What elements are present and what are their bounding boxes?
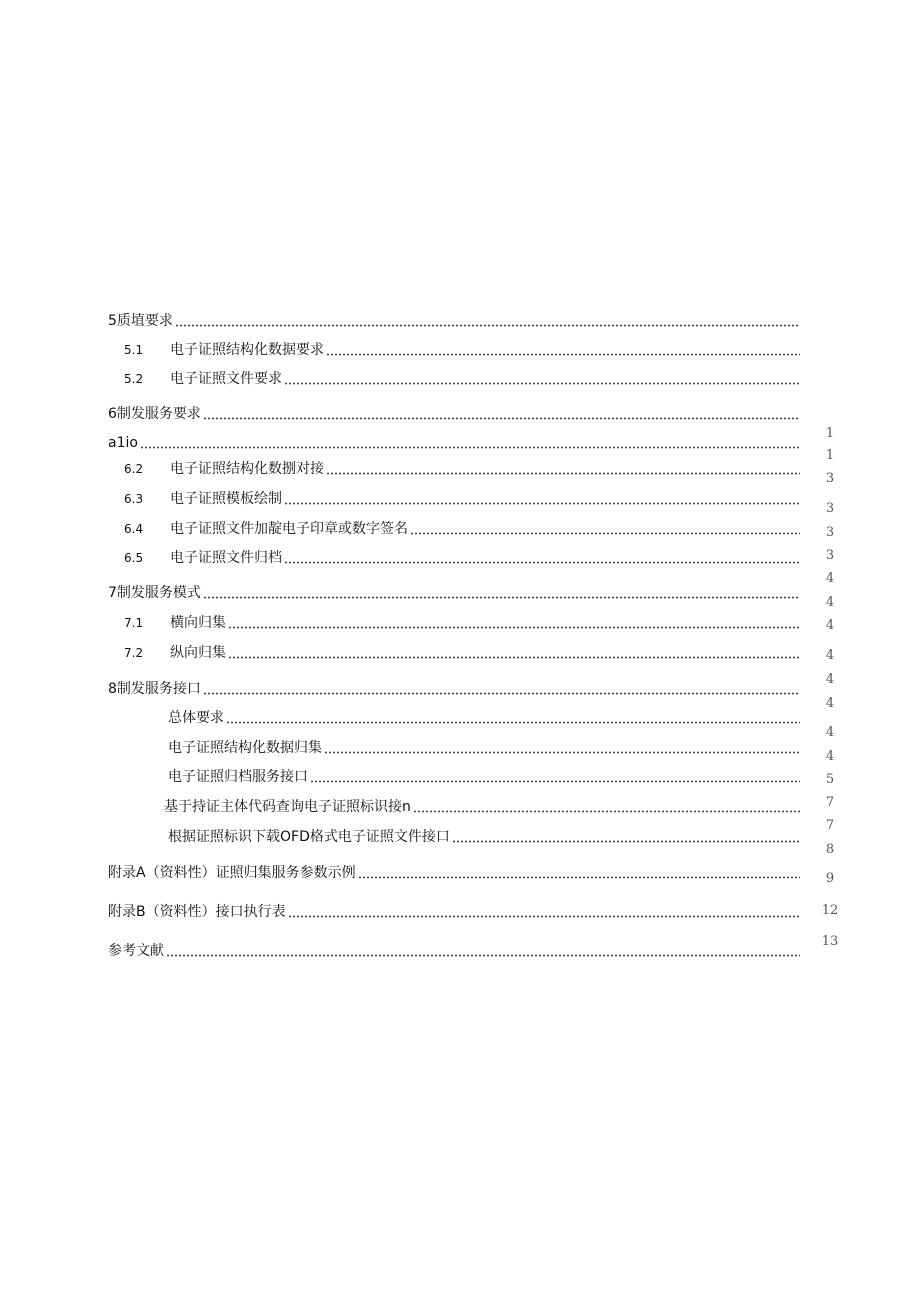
toc-entry[interactable] xyxy=(168,822,800,846)
toc-entry-number: 6.2 xyxy=(124,462,144,476)
toc-entry-title: 电子证照归档服务接口 xyxy=(168,769,308,785)
toc-entry[interactable] xyxy=(124,364,800,388)
toc-entry-number: 6.4 xyxy=(124,522,144,536)
toc-entry-number: 5.1 xyxy=(124,343,144,357)
toc-page-number: 4 xyxy=(825,571,835,586)
toc-entry-number: 7.1 xyxy=(124,616,144,630)
toc-entry-title: 电子证照文件归档 xyxy=(170,550,282,566)
toc-entry-number: 6.5 xyxy=(124,551,144,565)
toc-dot-leader xyxy=(284,502,800,505)
toc-entry[interactable] xyxy=(168,703,800,727)
toc-page-number: 4 xyxy=(825,696,835,711)
toc-entry[interactable] xyxy=(124,514,800,538)
toc-page-number: 7 xyxy=(825,818,835,833)
toc-dot-leader xyxy=(288,915,800,918)
toc-entry-title: 8制发服务接口 xyxy=(108,681,201,697)
toc-page-number: 4 xyxy=(825,618,835,633)
toc-dot-leader xyxy=(203,417,800,420)
toc-dot-leader xyxy=(284,382,800,385)
toc-page-number: 1 xyxy=(825,448,835,463)
toc-entry-title: 横向归集 xyxy=(170,615,226,631)
toc-page-number: 13 xyxy=(821,934,839,949)
toc-entry-title: 6制发服务要求 xyxy=(108,406,201,422)
toc-dot-leader xyxy=(413,810,800,813)
toc-dot-leader xyxy=(228,626,800,629)
toc-page-number: 4 xyxy=(825,648,835,663)
toc-page-number: 4 xyxy=(825,595,835,610)
toc-dot-leader xyxy=(324,751,800,754)
toc-entry-title: 5质埴要求 xyxy=(108,313,173,329)
toc-entry[interactable] xyxy=(124,454,800,478)
toc-page-number: 5 xyxy=(825,772,835,787)
toc-page-number: 12 xyxy=(821,903,839,918)
toc-dot-leader xyxy=(358,876,800,879)
toc-entry-title: a1io xyxy=(108,435,138,451)
toc-page-number: 3 xyxy=(825,548,835,563)
toc-entry-title: 附录B（资料性）接口执行表 xyxy=(108,904,286,920)
toc-entry-title: 7制发服务模式 xyxy=(108,585,201,601)
toc-entry-title: 电子证照文件加靛电子印章或数字签名 xyxy=(170,521,408,537)
toc-entry[interactable] xyxy=(124,335,800,359)
toc-page-number: 7 xyxy=(825,795,835,810)
toc-page-number: 3 xyxy=(825,525,835,540)
toc-page-number: 4 xyxy=(825,749,835,764)
toc-entry[interactable] xyxy=(124,638,800,662)
toc-dot-leader xyxy=(326,353,800,356)
toc-dot-leader xyxy=(326,472,800,475)
toc-page-number: 9 xyxy=(825,871,835,886)
toc-entry[interactable] xyxy=(164,792,800,816)
toc-page-number: 1 xyxy=(825,426,835,441)
toc-entry-number: 7.2 xyxy=(124,646,144,660)
toc-entry-title: 电子证照结构化数捌对接 xyxy=(170,461,324,477)
toc-entry-number: 5.2 xyxy=(124,372,144,386)
toc-dot-leader xyxy=(175,324,800,327)
toc-entry[interactable] xyxy=(108,858,800,882)
toc-entry[interactable] xyxy=(124,608,800,632)
toc-entry-title: 参考文献 xyxy=(108,943,164,959)
toc-dot-leader xyxy=(228,656,800,659)
toc-entry[interactable] xyxy=(108,399,800,423)
toc-page-number: 3 xyxy=(825,471,835,486)
toc-dot-leader xyxy=(166,954,800,957)
toc-entry-title: 电子证照结构化数据要求 xyxy=(170,342,324,358)
toc-entry-title: 根据证照标识下载OFD格式电子证照文件接口 xyxy=(168,829,450,845)
toc-dot-leader xyxy=(452,840,800,843)
toc-dot-leader xyxy=(284,561,800,564)
toc-dot-leader xyxy=(140,446,800,449)
toc-entry[interactable] xyxy=(108,674,800,698)
toc-dot-leader xyxy=(203,692,800,695)
toc-entry[interactable] xyxy=(124,484,800,508)
toc-entry[interactable] xyxy=(168,733,800,757)
toc-page-number: 4 xyxy=(825,725,835,740)
toc-dot-leader xyxy=(310,780,800,783)
toc-entry[interactable] xyxy=(108,428,800,452)
toc-entry[interactable] xyxy=(108,578,800,602)
toc-entry-title: 电子证照结构化数据归集 xyxy=(168,740,322,756)
toc-dot-leader xyxy=(410,532,800,535)
toc-entry-title: 电子证照模板绘制 xyxy=(170,491,282,507)
toc-entry-title: 附录A（资料性）证照归集服务参数示例 xyxy=(108,865,356,881)
toc-entry-title: 总体要求 xyxy=(168,710,224,726)
toc-entry-title: 纵向归集 xyxy=(170,645,226,661)
toc-entry[interactable] xyxy=(108,897,800,921)
toc-entry[interactable] xyxy=(168,762,800,786)
toc-dot-leader xyxy=(226,721,800,724)
toc-page-number: 4 xyxy=(825,672,835,687)
toc-page-number: 3 xyxy=(825,501,835,516)
toc-entry[interactable] xyxy=(108,306,800,330)
toc-entry-title: 电子证照文件要求 xyxy=(170,371,282,387)
toc-entry-number: 6.3 xyxy=(124,492,144,506)
toc-entry[interactable] xyxy=(108,936,800,960)
toc-entry[interactable] xyxy=(124,543,800,567)
toc-page-number: 8 xyxy=(825,842,835,857)
toc-dot-leader xyxy=(203,596,800,599)
toc-entry-title: 基于持证主体代码查询电子证照标识接n xyxy=(164,799,411,815)
